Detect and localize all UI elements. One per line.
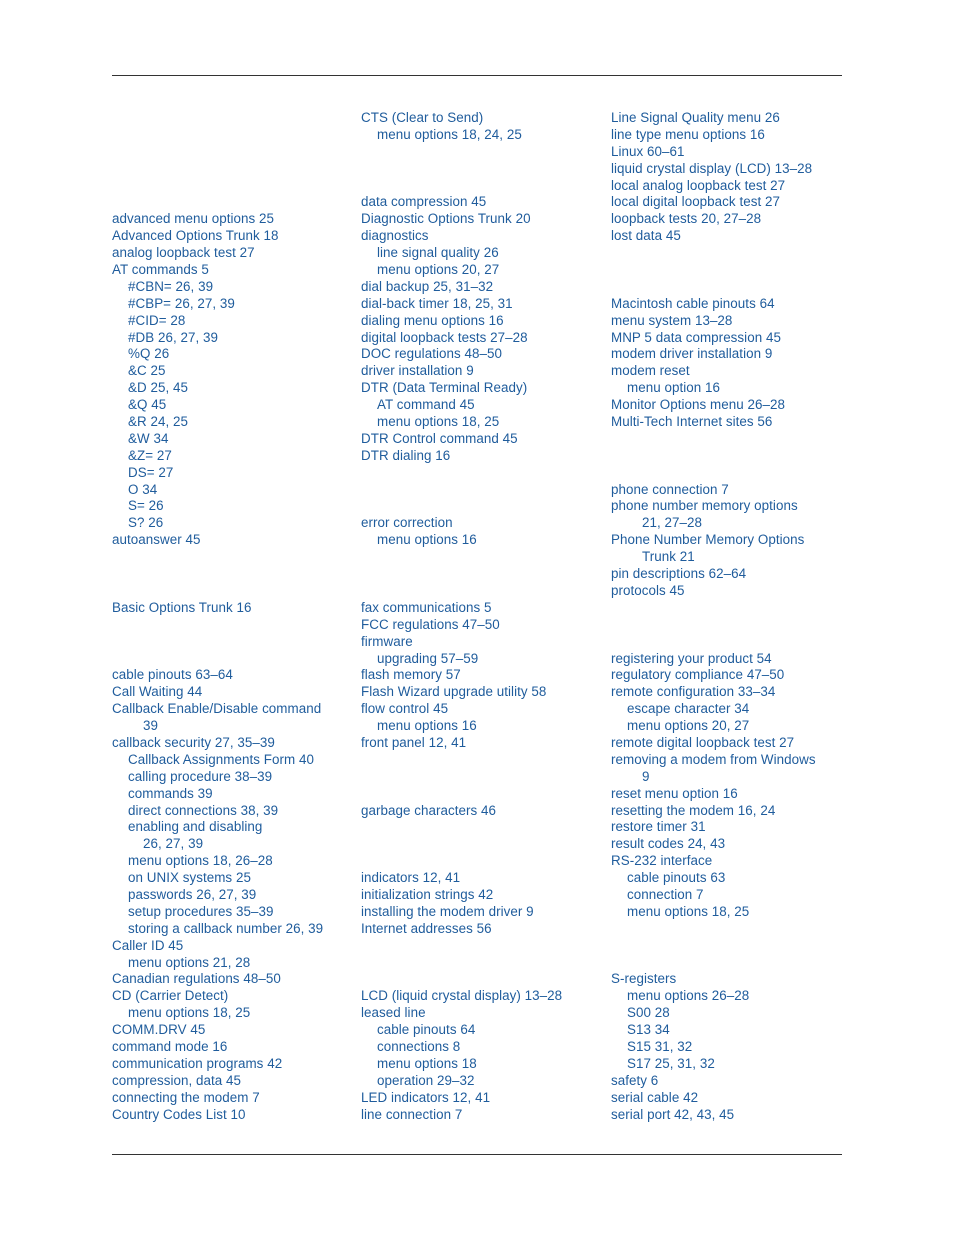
index-entry[interactable]: serial cable 42	[611, 1089, 699, 1105]
index-subentry[interactable]: S15 31, 32	[627, 1038, 693, 1054]
index-subentry[interactable]: 26, 27, 39	[143, 836, 204, 852]
index-gap	[361, 819, 601, 836]
index-entry[interactable]: driver installation 9	[361, 363, 474, 379]
index-subentry[interactable]: setup procedures 35–39	[128, 903, 274, 919]
index-gap	[361, 465, 601, 482]
index-gap	[361, 566, 601, 583]
index-subentry[interactable]: S17 25, 31, 32	[627, 1055, 715, 1071]
index-gap	[361, 583, 601, 600]
index-entry[interactable]: fax communications 5	[361, 599, 492, 615]
index-gap	[361, 144, 601, 161]
index-column-2	[361, 110, 601, 1123]
index-subentry[interactable]: 39	[143, 718, 158, 734]
index-entry[interactable]: installing the modem driver 9	[361, 903, 534, 919]
index-entry[interactable]: LCD (liquid crystal display) 13–28	[361, 988, 563, 1004]
index-entry[interactable]: DOC regulations 48–50	[361, 346, 502, 362]
index-gap	[112, 566, 352, 583]
index-entry[interactable]: Caller ID 45	[112, 937, 184, 953]
index-entry[interactable]: Advanced Options Trunk 18	[112, 228, 279, 244]
index-subentry[interactable]: operation 29–32	[377, 1072, 475, 1088]
index-entry[interactable]: pin descriptions 62–64	[611, 566, 747, 582]
index-entry[interactable]: compression, data 45	[112, 1072, 242, 1088]
index-entry[interactable]: Phone Number Memory Options	[611, 532, 805, 548]
index-entry[interactable]: remote configuration 33–34	[611, 684, 776, 700]
index-gap	[361, 498, 601, 515]
index-entry[interactable]: Multi-Tech Internet sites 56	[611, 414, 773, 430]
index-entry[interactable]: lost data 45	[611, 228, 681, 244]
index-entry[interactable]: modem driver installation 9	[611, 346, 773, 362]
index-subentry[interactable]: &R 24, 25	[128, 414, 189, 430]
index-subentry[interactable]: cable pinouts 64	[377, 1022, 476, 1038]
index-entry[interactable]: dial backup 25, 31–32	[361, 278, 494, 294]
index-gap	[611, 448, 846, 465]
index-subentry[interactable]: 21, 27–28	[642, 515, 703, 531]
index-gap	[361, 752, 601, 769]
index-subentry[interactable]: menu options 16	[377, 718, 477, 734]
index-entry[interactable]: reset menu option 16	[611, 785, 738, 801]
index-entry[interactable]: DTR dialing 16	[361, 447, 451, 463]
index-gap	[112, 127, 352, 144]
index-gap	[112, 549, 352, 566]
index-subentry[interactable]: direct connections 38, 39	[128, 802, 279, 818]
index-entry[interactable]: command mode 16	[112, 1038, 228, 1054]
index-subentry[interactable]: menu options 26–28	[627, 988, 750, 1004]
index-gap	[611, 921, 846, 938]
index-subentry[interactable]: #DB 26, 27, 39	[128, 329, 219, 345]
index-entry[interactable]: local digital loopback test 27	[611, 194, 780, 210]
index-gap	[611, 431, 846, 448]
index-subentry[interactable]: on UNIX systems 25	[128, 870, 251, 886]
index-subentry[interactable]: #CBN= 26, 39	[128, 278, 214, 294]
index-entry[interactable]: data compression 45	[361, 194, 487, 210]
index-entry[interactable]: restore timer 31	[611, 819, 706, 835]
index-subentry[interactable]: &W 34	[128, 430, 169, 446]
index-entry[interactable]: Linux 60–61	[611, 143, 685, 159]
index-gap	[112, 161, 352, 178]
index-entry[interactable]: Diagnostic Options Trunk 20	[361, 211, 531, 227]
index-entry[interactable]: CTS (Clear to Send)	[361, 110, 484, 125]
index-gap	[361, 549, 601, 566]
index-subentry[interactable]: commands 39	[128, 785, 213, 801]
index-entry[interactable]: resetting the modem 16, 24	[611, 802, 776, 818]
index-entry[interactable]: Macintosh cable pinouts 64	[611, 295, 775, 311]
header-rule	[112, 75, 842, 76]
index-entry[interactable]: digital loopback tests 27–28	[361, 329, 528, 345]
index-subentry[interactable]: storing a callback number 26, 39	[128, 920, 324, 936]
index-subentry[interactable]: menu options 18, 25	[377, 414, 500, 430]
index-gap	[361, 769, 601, 786]
index-gap	[361, 853, 601, 870]
index-subentry[interactable]: Callback Assignments Form 40	[128, 751, 314, 767]
index-entry[interactable]: flow control 45	[361, 701, 449, 717]
index-subentry[interactable]: connections 8	[377, 1038, 461, 1054]
index-subentry[interactable]: AT command 45	[377, 397, 475, 413]
index-subentry[interactable]: 9	[642, 768, 650, 784]
index-entry[interactable]: advanced menu options 25	[112, 211, 275, 227]
index-entry[interactable]: Callback Enable/Disable command	[112, 701, 322, 717]
index-gap	[611, 600, 846, 617]
index-subentry[interactable]: S? 26	[128, 515, 164, 531]
index-entry[interactable]: safety 6	[611, 1072, 659, 1088]
index-gap	[611, 938, 846, 955]
index-entry[interactable]: communication programs 42	[112, 1055, 283, 1071]
index-entry[interactable]: AT commands 5	[112, 262, 209, 278]
index-gap	[611, 955, 846, 972]
index-entry[interactable]: result codes 24, 43	[611, 836, 726, 852]
index-subentry[interactable]: upgrading 57–59	[377, 650, 479, 666]
index-entry[interactable]: line connection 7	[361, 1106, 463, 1122]
index-entry[interactable]: CD (Carrier Detect)	[112, 988, 229, 1004]
index-gap	[112, 178, 352, 195]
index-entry[interactable]: protocols 45	[611, 582, 685, 598]
index-subentry[interactable]: &D 25, 45	[128, 380, 189, 396]
index-subentry[interactable]: #CBP= 26, 27, 39	[128, 295, 235, 311]
index-gap	[112, 110, 352, 127]
index-gap	[112, 617, 352, 634]
index-gap	[611, 617, 846, 634]
index-subentry[interactable]: S13 34	[627, 1022, 670, 1038]
index-entry[interactable]: dial-back timer 18, 25, 31	[361, 295, 513, 311]
index-subentry[interactable]: enabling and disabling	[128, 819, 263, 835]
index-entry[interactable]: regulatory compliance 47–50	[611, 667, 785, 683]
index-gap	[112, 583, 352, 600]
index-subentry[interactable]: Trunk 21	[642, 549, 695, 565]
index-subentry[interactable]: menu options 18	[377, 1055, 477, 1071]
index-entry[interactable]: remote digital loopback test 27	[611, 734, 795, 750]
index-entry[interactable]: liquid crystal display (LCD) 13–28	[611, 160, 813, 176]
index-subentry[interactable]: menu options 18, 25	[627, 903, 750, 919]
index-entry[interactable]: registering your product 54	[611, 650, 772, 666]
index-entry[interactable]: phone connection 7	[611, 481, 729, 497]
index-entry[interactable]: Internet addresses 56	[361, 920, 492, 936]
index-entry[interactable]: local analog loopback test 27	[611, 177, 786, 193]
index-entry[interactable]: callback security 27, 35–39	[112, 734, 275, 750]
index-subentry[interactable]: menu options 20, 27	[627, 718, 750, 734]
index-entry[interactable]: front panel 12, 41	[361, 734, 467, 750]
index-entry[interactable]: connecting the modem 7	[112, 1089, 260, 1105]
index-entry[interactable]: modem reset	[611, 363, 690, 379]
index-gap	[361, 482, 601, 499]
index-entry[interactable]: DTR (Data Terminal Ready)	[361, 380, 528, 396]
index-gap	[611, 262, 846, 279]
index-subentry[interactable]: menu options 21, 28	[128, 954, 251, 970]
index-entry[interactable]: Flash Wizard upgrade utility 58	[361, 684, 547, 700]
index-subentry[interactable]: menu options 20, 27	[377, 262, 500, 278]
index-entry[interactable]: Country Codes List 10	[112, 1106, 246, 1122]
index-entry[interactable]: loopback tests 20, 27–28	[611, 211, 762, 227]
index-subentry[interactable]: &C 25	[128, 363, 166, 379]
index-gap	[361, 178, 601, 195]
index-entry[interactable]: autoanswer 45	[112, 532, 201, 548]
index-gap	[611, 245, 846, 262]
index-entry[interactable]: phone number memory options	[611, 498, 798, 514]
index-gap	[361, 938, 601, 955]
index-gap	[361, 971, 601, 988]
index-subentry[interactable]: &Z= 27	[128, 447, 172, 463]
index-subentry[interactable]: menu options 18, 24, 25	[377, 126, 522, 142]
index-subentry[interactable]: S= 26	[128, 498, 164, 514]
index-subentry[interactable]: menu option 16	[627, 380, 721, 396]
index-column-1	[112, 110, 352, 1123]
index-gap	[112, 651, 352, 668]
index-gap	[361, 161, 601, 178]
index-entry[interactable]: RS-232 interface	[611, 853, 713, 869]
index-subentry[interactable]: O 34	[128, 481, 158, 497]
index-entry[interactable]: Basic Options Trunk 16	[112, 599, 252, 615]
index-subentry[interactable]: menu options 16	[377, 532, 477, 548]
index-entry[interactable]: Monitor Options menu 26–28	[611, 397, 785, 413]
index-entry[interactable]: removing a modem from Windows	[611, 751, 816, 767]
index-entry[interactable]: menu system 13–28	[611, 312, 733, 328]
index-entry[interactable]: LED indicators 12, 41	[361, 1089, 491, 1105]
index-entry[interactable]: indicators 12, 41	[361, 870, 461, 886]
index-subentry[interactable]: calling procedure 38–39	[128, 768, 273, 784]
index-gap	[361, 786, 601, 803]
index-gap	[611, 465, 846, 482]
index-subentry[interactable]: %Q 26	[128, 346, 170, 362]
index-subentry[interactable]: passwords 26, 27, 39	[128, 886, 257, 902]
index-entry[interactable]: leased line	[361, 1005, 426, 1021]
index-entry[interactable]: S-registers	[611, 971, 677, 987]
index-gap	[112, 634, 352, 651]
index-entry[interactable]: Call Waiting 44	[112, 684, 203, 700]
index-entry[interactable]: line type menu options 16	[611, 126, 765, 142]
index-entry[interactable]: flash memory 57	[361, 667, 461, 683]
index-subentry[interactable]: S00 28	[627, 1005, 670, 1021]
index-gap	[611, 279, 846, 296]
index-subentry[interactable]: menu options 18, 26–28	[128, 853, 273, 869]
index-subentry[interactable]: #CID= 28	[128, 312, 186, 328]
index-entry[interactable]: DTR Control command 45	[361, 430, 518, 446]
index-gap	[361, 955, 601, 972]
index-entry[interactable]: initialization strings 42	[361, 886, 494, 902]
index-subentry[interactable]: escape character 34	[627, 701, 750, 717]
index-subentry[interactable]: &Q 45	[128, 397, 167, 413]
index-gap	[611, 634, 846, 651]
index-subentry[interactable]: menu options 18, 25	[128, 1005, 251, 1021]
index-subentry[interactable]: line signal quality 26	[377, 245, 499, 261]
index-entry[interactable]: garbage characters 46	[361, 802, 497, 818]
index-entry[interactable]: diagnostics	[361, 228, 429, 244]
index-gap	[112, 194, 352, 211]
index-entry[interactable]: analog loopback test 27	[112, 245, 255, 261]
index-subentry[interactable]: DS= 27	[128, 464, 174, 480]
index-entry[interactable]: serial port 42, 43, 45	[611, 1106, 735, 1122]
index-entry[interactable]: firmware	[361, 633, 413, 649]
index-subentry[interactable]: cable pinouts 63	[627, 870, 726, 886]
index-gap	[361, 836, 601, 853]
footer-rule	[112, 1154, 842, 1155]
index-gap	[112, 144, 352, 161]
index-entry[interactable]: cable pinouts 63–64	[112, 667, 233, 683]
index-column-3	[611, 110, 846, 1123]
index-entry[interactable]: Canadian regulations 48–50	[112, 971, 281, 987]
index-entry[interactable]: error correction	[361, 515, 453, 531]
index-entry[interactable]: FCC regulations 47–50	[361, 616, 500, 632]
index-entry[interactable]: MNP 5 data compression 45	[611, 329, 781, 345]
index-entry[interactable]: Line Signal Quality menu 26	[611, 110, 780, 125]
index-entry[interactable]: COMM.DRV 45	[112, 1022, 206, 1038]
index-subentry[interactable]: connection 7	[627, 886, 704, 902]
index-entry[interactable]: dialing menu options 16	[361, 312, 504, 328]
